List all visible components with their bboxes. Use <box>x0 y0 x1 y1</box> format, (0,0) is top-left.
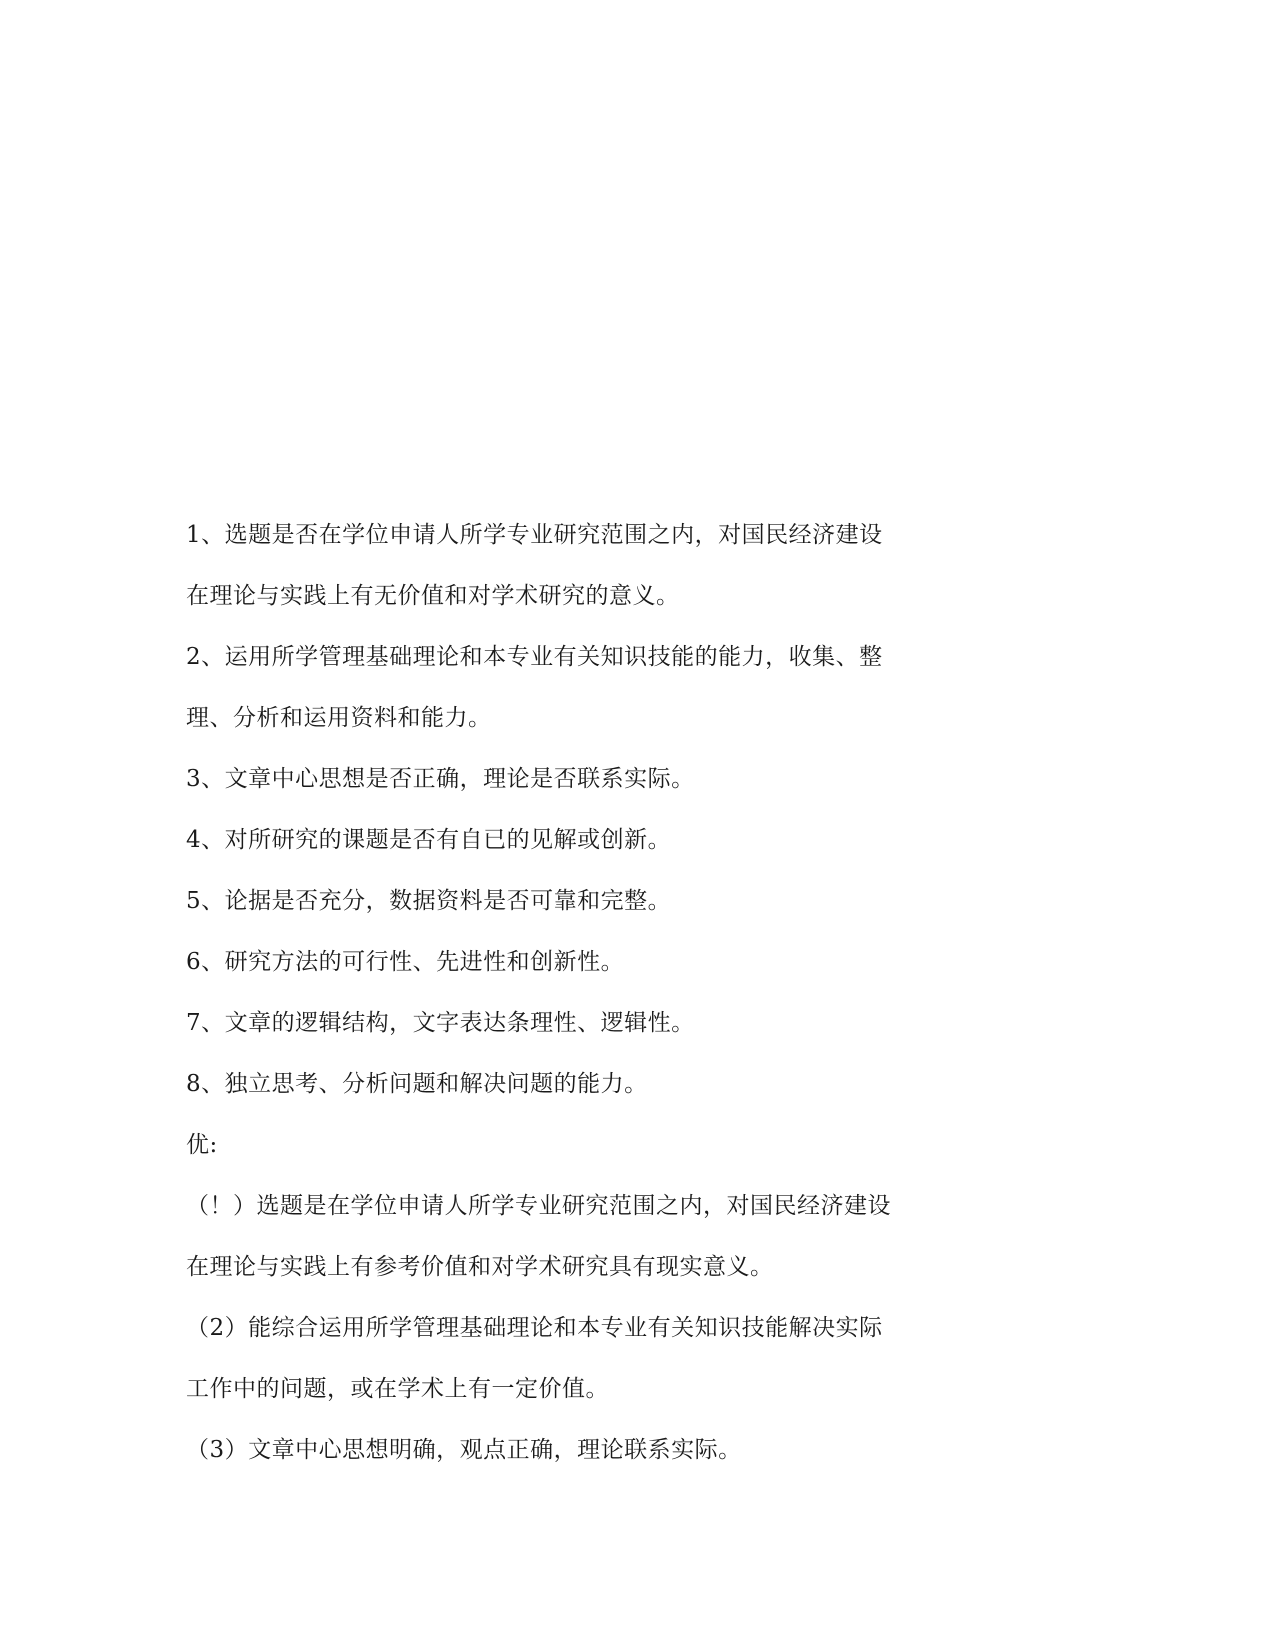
criterion-line: 7、文章的逻辑结构，文字表达条理性、逻辑性。 <box>186 1010 695 1036</box>
criterion-item <box>186 948 946 976</box>
criterion-item <box>186 826 946 854</box>
grade-item <box>186 1436 946 1464</box>
grade-line: （2）能综合运用所学管理基础理论和本专业有关知识技能解决实际 <box>186 1315 883 1341</box>
criterion-line: 理、分析和运用资料和能力。 <box>186 705 492 731</box>
grade-heading <box>186 1131 946 1159</box>
grade-line: （3）文章中心思想明确，观点正确，理论联系实际。 <box>186 1437 742 1463</box>
criterion-line: 5、论据是否充分，数据资料是否可靠和完整。 <box>186 888 672 914</box>
criterion-line: 6、研究方法的可行性、先进性和创新性。 <box>186 949 625 975</box>
criterion-item <box>186 765 946 793</box>
criterion-item <box>186 887 946 915</box>
criterion-line: 4、对所研究的课题是否有自已的见解或创新。 <box>186 827 672 853</box>
criterion-item <box>186 1009 946 1037</box>
document-body <box>186 521 946 1464</box>
grade-item <box>186 1314 946 1403</box>
criterion-line: 3、文章中心思想是否正确，理论是否联系实际。 <box>186 766 695 792</box>
grade-item <box>186 1192 946 1281</box>
grade-line: （！）选题是在学位申请人所学专业研究范围之内，对国民经济建设 <box>186 1193 891 1219</box>
grade-line: 工作中的问题，或在学术上有一定价值。 <box>186 1376 609 1402</box>
grade-heading-text: 优: <box>186 1132 218 1158</box>
criterion-line: 在理论与实践上有无价值和对学术研究的意义。 <box>186 583 680 609</box>
criterion-item <box>186 1070 946 1098</box>
criterion-line: 1、选题是否在学位申请人所学专业研究范围之内，对国民经济建设 <box>186 522 883 548</box>
grade-line: 在理论与实践上有参考价值和对学术研究具有现实意义。 <box>186 1254 774 1280</box>
criterion-item <box>186 643 946 732</box>
criterion-line: 8、独立思考、分析问题和解决问题的能力。 <box>186 1071 648 1097</box>
criterion-line: 2、运用所学管理基础理论和本专业有关知识技能的能力，收集、整 <box>186 644 883 670</box>
criterion-item <box>186 521 946 610</box>
